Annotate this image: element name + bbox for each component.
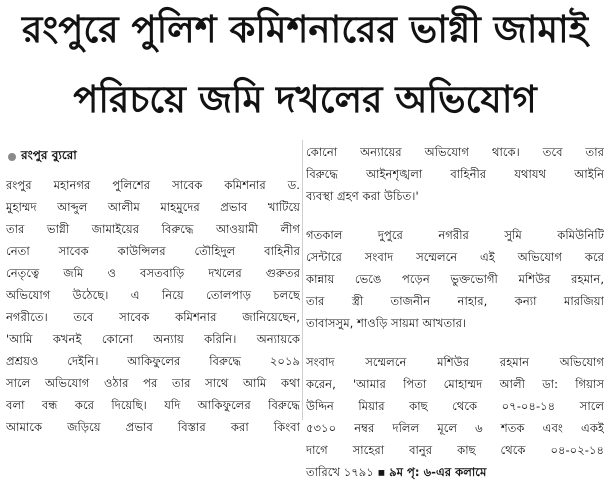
- body-line: বিরুদ্ধে আইনশৃঙ্খলা বাহিনীর যথাযথ আইনি: [306, 167, 604, 181]
- body-line: তাবাসসুম, শাওড়ি সায়মা আখতার।: [306, 316, 467, 330]
- body-line: তার স্ত্রী তাজনীন নাহার, কন্যা মারজিয়া: [306, 294, 604, 308]
- body-line-last: তারিখে ১৭৯১ ▪ ৯ম পৃ: ৬-এর কলামে: [306, 465, 487, 479]
- body-line: ব্যবস্থা গ্রহণ করা উচিত।': [306, 189, 419, 203]
- body-line: আমাকে জড়িয়ে প্রভাব বিস্তার করা কিংবা: [6, 420, 300, 434]
- bullet-icon: [8, 153, 16, 161]
- body-line: গতকাল দুপুরে নগরীর সুমি কমিউনিটি: [306, 228, 604, 242]
- body-line: কান্নায় ভেঙে পড়েন ভুক্তভোগী মশিউর রহমান,: [306, 272, 604, 286]
- body-line: নেতা সাবেক কাউন্সিলর তৌহিদুল বাহিনীর: [6, 244, 300, 258]
- article-column-left: [6, 174, 300, 438]
- body-line: উদ্দিন মিয়ার কাছ থেকে ০৭-০৪-১৪ সালে: [306, 399, 604, 413]
- body-last-text: তারিখে ১৭৯১: [306, 465, 374, 479]
- body-line: কোনো অন্যায়ের অভিযোগ থাকে। তবে তার: [306, 145, 604, 159]
- body-line: তার ভাগ্নী জামাইয়ের বিরুদ্ধে আওয়ামী লীগ: [6, 222, 300, 236]
- body-line: সেন্টারে সংবাদ সম্মেলনে এই অভিযোগ করে: [306, 250, 604, 264]
- column-divider: [302, 140, 303, 420]
- body-line: প্রশ্রয়ও দেইনি। আকিফুলের বিরুদ্ধে ২০১৯: [6, 354, 300, 368]
- body-line: নগরীতে। তবে সাবেক কমিশনার জানিয়েছেন,: [6, 310, 300, 324]
- body-line: দাগে সাহেরা বানুর কাছ থেকে ০৪-০২-১৪: [306, 443, 604, 457]
- body-line: নেতৃত্বে জমি ও বসতবাড়ি দখলের গুরুতর: [6, 266, 300, 280]
- byline: [8, 148, 77, 166]
- body-line: রংপুর মহানগর পুলিশের সাবেক কমিশনার ড.: [6, 178, 300, 192]
- body-line: মুহাম্মদ আব্দুল আলীম মাহমুদের প্রভাব খাটিয়ে: [6, 200, 300, 214]
- continuation-note: ৯ম পৃ: ৬-এর কলামে: [389, 465, 487, 479]
- headline-line-2: পরিচয়ে জমি দখলের অভিযোগ: [73, 78, 537, 121]
- body-line: সংবাদ সম্মেলনে মশিউর রহমান অভিযোগ: [306, 355, 604, 369]
- body-line: করেন, 'আমার পিতা মোহাম্মদ আলী ডা: গিয়াস: [306, 377, 604, 391]
- body-line: ৫৩১০ নম্বর দলিল মূলে ৬ শতক এবং একই: [306, 421, 604, 435]
- body-line: সালে অভিযোগ ওঠার পর তার সাথে আমি কথা: [6, 376, 300, 390]
- body-line: বলা বন্ধ করে দিয়েছি। যদি আকিফুলের বিরুদ্ধে: [6, 398, 300, 412]
- body-line: 'আমি কখনই কোনো অন্যায় করিনি। অন্যায়কে: [6, 332, 300, 346]
- headline-line-1: রংপুরে পুলিশ কমিশনারের ভাগ্নী জামাই: [21, 8, 589, 51]
- byline-text: রংপুর ব্যুরো: [21, 148, 77, 162]
- body-line: অভিযোগ উঠেছে। এ নিয়ে তোলপাড় চলছে: [6, 288, 300, 302]
- article-column-right: [306, 141, 604, 483]
